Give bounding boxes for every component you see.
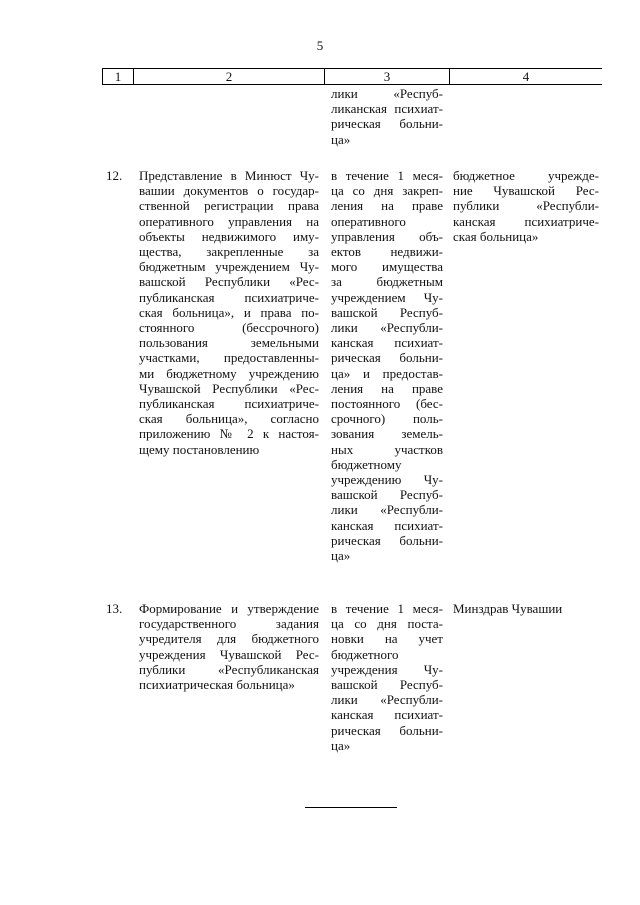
text-line: ца» и предостав- (331, 365, 443, 381)
text-line: стоянного (бессрочного) (139, 320, 319, 336)
text-line: психиатрическая больница» (139, 677, 295, 693)
text-line: постоянного (бес- (331, 396, 443, 412)
text-line: вашской Респуб- (331, 487, 443, 503)
text-line: канская психиат- (331, 707, 443, 723)
text-line: рическая больни- (331, 532, 443, 548)
text-line: бюджетное учрежде- (453, 168, 599, 183)
text-line: Представление в Минюст Чу- (139, 168, 319, 183)
text-line: публиканская психиатриче- (139, 396, 319, 412)
text-line: ных участков (331, 441, 443, 457)
text-line: срочного) поль- (331, 411, 443, 427)
text-line: лики «Республи- (331, 692, 443, 708)
row-13-deadline (331, 601, 443, 753)
text-line: ектов недвижи- (331, 244, 443, 260)
text-line: вашской Республики «Рес- (139, 274, 319, 290)
text-line: вашской Респуб- (331, 677, 443, 693)
row-13-description (139, 601, 319, 692)
text-line: учреждения Чу- (331, 661, 443, 677)
text-line: рическая больни- (331, 116, 443, 132)
text-line: участками, предоставленны- (139, 350, 319, 366)
text-line: ская больница», и права по- (139, 304, 319, 320)
text-line: канская психиатриче- (453, 213, 599, 229)
header-col-2: 2 (134, 69, 325, 85)
text-line: ления на праве (331, 380, 443, 396)
text-line: зования земель- (331, 426, 443, 442)
text-line: рическая больни- (331, 350, 443, 366)
text-line: канская психиат- (331, 517, 443, 533)
text-line: управления объ- (331, 228, 443, 244)
header-col-3: 3 (325, 69, 450, 85)
text-line: учредителя для бюджетного (139, 631, 319, 647)
header-col-4: 4 (450, 69, 603, 85)
text-line: учреждением Чу- (331, 289, 443, 305)
text-line: публиканская психиатриче- (139, 289, 319, 305)
page-number: 5 (316, 38, 324, 53)
text-line: ления на праве (331, 198, 443, 214)
text-line: бюджетным учреждением Чу- (139, 259, 319, 275)
text-line: Чувашской Республики «Рес- (139, 380, 319, 396)
text-line: учреждению Чу- (331, 472, 443, 488)
text-line: ственной регистрации права (139, 198, 319, 214)
text-line: вашии документов о государ- (139, 183, 319, 199)
row-12-responsible (453, 168, 599, 244)
text-line: лики «Респуб- (331, 86, 443, 101)
end-divider (305, 807, 397, 808)
text-line: ца со дня поста- (331, 616, 443, 632)
text-line: ца» (331, 131, 351, 147)
text-line: в течение 1 меся- (331, 168, 443, 183)
row-12-description (139, 168, 319, 457)
row-13-responsible (453, 601, 599, 616)
text-line: лики «Республи- (331, 502, 443, 518)
text-line: государственного задания (139, 616, 319, 632)
text-line: щества, закрепленные за (139, 244, 319, 260)
table-header (102, 68, 602, 85)
text-line: оперативного (331, 213, 406, 229)
text-line: вашской Респуб- (331, 304, 443, 320)
text-line: бюджетному (331, 456, 402, 472)
text-line: канская психиат- (331, 335, 443, 351)
row-13-number: 13. (106, 601, 123, 616)
text-line: ми бюджетному учреждению (139, 365, 319, 381)
continuation-col3 (331, 86, 443, 147)
text-line: мого имущества (331, 259, 443, 275)
text-line: бюджетного (331, 646, 399, 662)
text-line: ца» (331, 737, 351, 753)
text-line: новки на учет (331, 631, 443, 647)
text-line: публики «Республи- (453, 198, 599, 214)
text-line: приложению № 2 к настоя- (139, 426, 319, 442)
text-line: ца» (331, 548, 351, 564)
text-line: щему постановлению (139, 441, 260, 457)
text-line: ликанская психиат- (331, 101, 443, 117)
text-line: за бюджетным (331, 274, 443, 290)
row-12-deadline (331, 168, 443, 563)
header-col-1: 1 (103, 69, 134, 85)
text-line: рическая больни- (331, 722, 443, 738)
text-line: ние Чувашской Рес- (453, 183, 599, 199)
text-line: лики «Республи- (331, 320, 443, 336)
text-line: учреждения Чувашской Рес- (139, 646, 319, 662)
text-line: оперативного управления на (139, 213, 319, 229)
text-line: в течение 1 меся- (331, 601, 443, 616)
row-12-number: 12. (106, 168, 123, 183)
text-line: Минздрав Чувашии (453, 601, 563, 616)
text-line: ца со дня закреп- (331, 183, 443, 199)
text-line: ская больница» (453, 228, 539, 244)
text-line: Формирование и утверждение (139, 601, 319, 616)
text-line: публики «Республиканская (139, 661, 319, 677)
text-line: ская больница», согласно (139, 411, 319, 427)
text-line: пользования земельными (139, 335, 319, 351)
text-line: объекты недвижимого иму- (139, 228, 319, 244)
